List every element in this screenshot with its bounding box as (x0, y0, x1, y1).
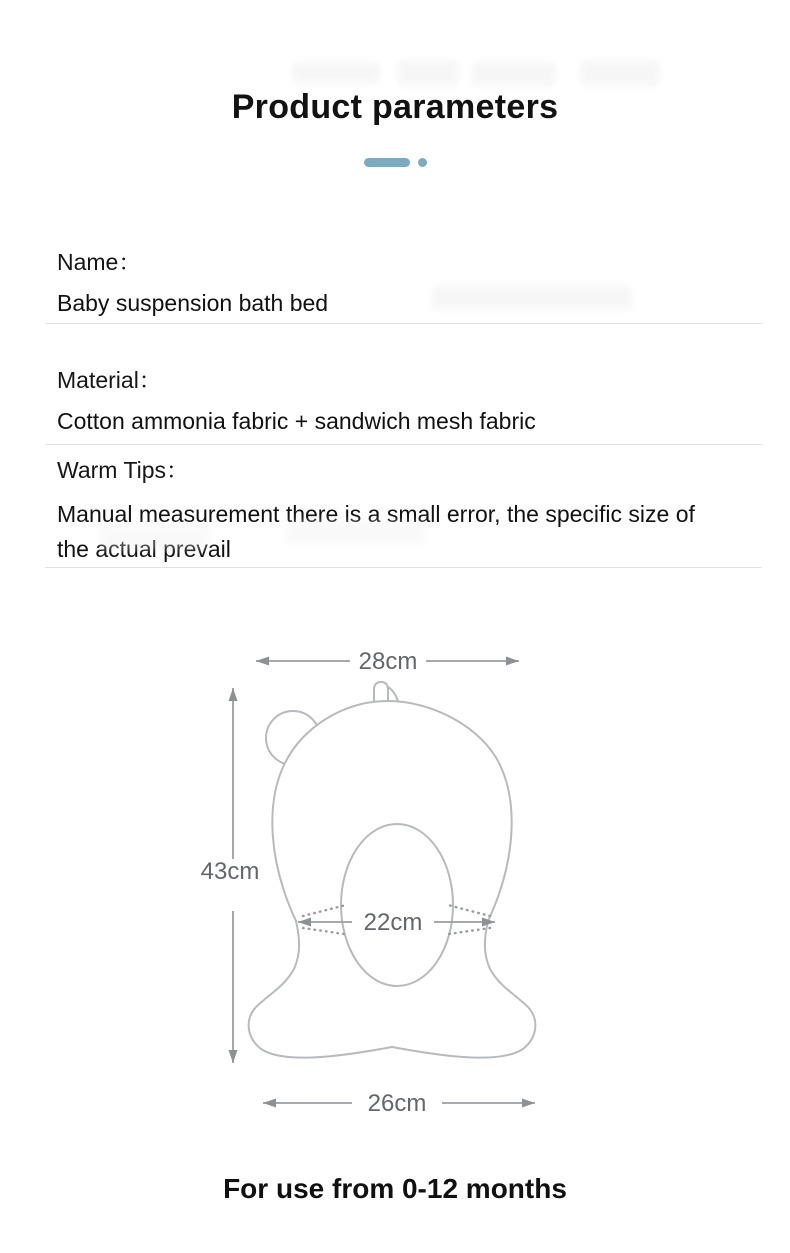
accent-dot (418, 158, 427, 167)
divider (45, 567, 762, 568)
size-diagram-svg (0, 631, 790, 1141)
dim-label-inner-width: 22cm (363, 909, 423, 936)
page-title: Product parameters (231, 88, 559, 126)
arrow-right-icon (522, 1099, 535, 1108)
usage-note: For use from 0-12 months (223, 1173, 567, 1204)
spec-label-warm-tips: Warm Tips： (57, 457, 190, 483)
dim-label-height: 43cm (200, 858, 260, 885)
page-header (0, 0, 790, 167)
size-diagram (0, 631, 790, 1141)
spec-list (57, 248, 762, 568)
arrow-up-icon (229, 688, 238, 701)
spec-row-material (57, 366, 762, 435)
arrow-left-icon (256, 657, 269, 666)
spec-value-name: Baby suspension bath bed (57, 290, 329, 316)
accent-dash (364, 158, 410, 167)
spec-value-material: Cotton ammonia fabric + sandwich mesh fabric (57, 408, 536, 434)
divider (45, 444, 762, 445)
arrow-right-icon (506, 657, 519, 666)
spec-label-material: Material： (57, 367, 162, 393)
dim-label-bottom-width: 26cm (367, 1090, 427, 1117)
spec-row-warm-tips (57, 456, 762, 567)
bed-outline (249, 701, 536, 1058)
arrow-left-icon (263, 1099, 276, 1108)
spec-label-name: Name： (57, 249, 142, 275)
title-accent-decoration (0, 158, 790, 167)
divider (45, 323, 762, 324)
spec-value-warm-tips: Manual measurement there is a small error, the specific size of the actual prevail (57, 501, 695, 562)
spec-row-name (57, 248, 762, 317)
arrow-down-icon (229, 1050, 238, 1063)
dim-label-top-width: 28cm (358, 648, 418, 675)
